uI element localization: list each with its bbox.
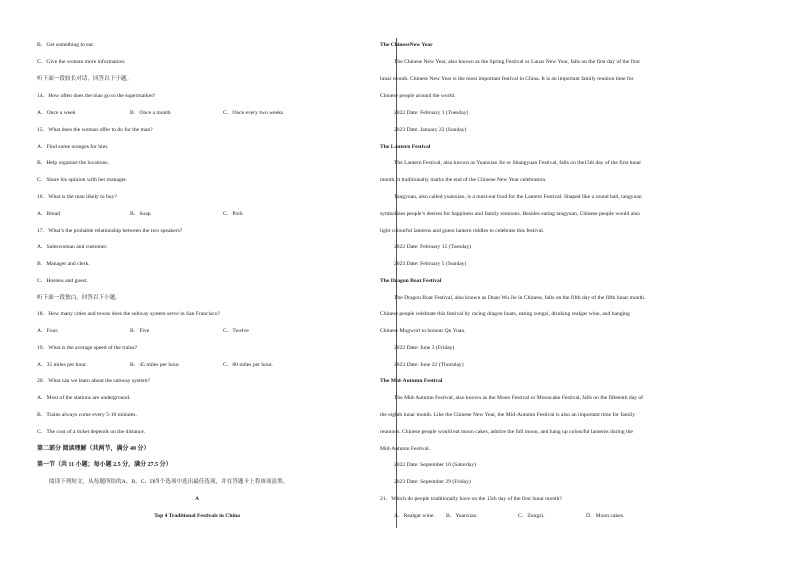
- festival-heading-dragon-boat: The Dragon Boat Festival: [380, 278, 442, 284]
- section1-heading: 第一节（共 11 小题；每小题 2.5 分，满分 27.5 分）: [37, 462, 172, 468]
- paragraph-line: reunions. Chinese people would eat moon cakes, admire the full moon, and hang up colourful lanterns during the: [380, 429, 633, 435]
- q16-option-c: C．Pork: [223, 211, 243, 217]
- q19-option-c: C．80 miles per hour.: [223, 362, 273, 368]
- q14-option-c: C．Once every two weeks: [223, 110, 284, 116]
- date-2022: 2022 Date: February 15 (Tuesday): [394, 244, 472, 250]
- q21-option-c: C．Zongzi.: [518, 513, 545, 519]
- q21-option-a: A．Realgar wine.: [394, 513, 435, 519]
- q18-option-a: A．Four.: [37, 328, 59, 334]
- q15-option-b: B．Help organize the locations.: [37, 160, 109, 166]
- paragraph-line: The Mid-Autumn Festival, also known as the Moon Festival or Mooncake Festival, falls on the fifteenth day of: [394, 395, 644, 401]
- paragraph-line: Tangyuan, also called yuanxiao, is a must-eat food for the Lantern Festival. Shaped like a round ball, tangyuan: [394, 194, 642, 200]
- date-2023: 2023 Date: January 22 (Sunday): [394, 127, 467, 133]
- q21-option-d: D．Moon cakes.: [586, 513, 625, 519]
- monologue-instruction: 听下面一段独白，回答以下小题。: [37, 295, 121, 301]
- part2-heading: 第二部分 阅读理解（共两节，满分 40 分）: [37, 446, 150, 452]
- q21-option-b: B．Yuanxiao.: [446, 513, 478, 519]
- paragraph-line: Chinese Mugwort to honour Qu Yuan.: [380, 328, 466, 334]
- paragraph-line: lunar month. Chinese New Year is the most important festival in China. It is an important family reunion time for: [380, 76, 634, 82]
- paragraph-line: light colourful lanterns and guess lantern riddles to celebrate this festival.: [380, 228, 545, 234]
- question-17: 17．What’s the probable relationship between the two speakers?: [37, 228, 183, 234]
- date-2023: 2023 Date: June 22 (Thursday): [394, 362, 464, 368]
- q18-option-c: C．Twelve: [223, 328, 249, 334]
- date-2022: 2022 Date: February 1 (Tuesday): [394, 110, 469, 116]
- listening-instruction: 听下面一段较长对话，回答以下小题。: [37, 76, 133, 82]
- q17-option-a: A．Saleswoman and customer.: [37, 244, 108, 250]
- question-16: 16．What is the man likely to buy?: [37, 194, 117, 200]
- q18-option-b: B．Five: [130, 328, 150, 334]
- paragraph-line: symbolizes people’s desires for happiness and family reunions. Besides eating tangyuan, Chinese people would also: [380, 211, 640, 217]
- question-21: 21．Which do people traditionally have on the 15th day of the first lunar month?: [380, 496, 562, 502]
- question-20: 20．What can we learn about the subway system?: [37, 378, 150, 384]
- q14-option-a: A．Once a week: [37, 110, 76, 116]
- paragraph-line: The Dragon Boat Festival, also known as Duan Wu Jie in Chinese, falls on the fifth day of the fifth lunar month.: [394, 295, 646, 301]
- q20-option-c: C．The cost of a ticket depends on the distance.: [37, 429, 146, 435]
- q19-option-a: A．35 miles per hour.: [37, 362, 88, 368]
- date-2023: 2023 Date: September 29 (Friday): [394, 479, 471, 485]
- q16-option-a: A．Bread: [37, 211, 60, 217]
- q15-option-a: A．Find some oranges for him.: [37, 144, 109, 150]
- passage-title: Top 4 Traditional Festivals in China: [154, 513, 240, 519]
- date-2022: 2022 Date: June 3 (Friday): [394, 345, 455, 351]
- reading-instruction: 阅读下列短文，从每题所给的A、B、C、D四个选项中选出最佳选项，并在答题卡上将该项涂黑。: [49, 479, 289, 485]
- festival-heading-new-year: The ChineseNew Year: [380, 42, 433, 48]
- q17-option-c: C．Hostess and guest.: [37, 278, 88, 284]
- paragraph-line: Chinese people around the world.: [380, 93, 456, 99]
- festival-heading-mid-autumn: The Mid-Autumn Festival: [380, 378, 443, 384]
- q13-option-b: B．Get something to eat.: [37, 42, 95, 48]
- paragraph-line: Chinese people celebrate this festival by racing dragon boats, eating zongzi, drinking realgar wine, and hanging: [380, 311, 630, 317]
- date-2023: 2023 Date: February 5 (Sunday): [394, 261, 467, 267]
- question-18: 18．How many cities and towns does the subway system serve in San Francisco?: [37, 311, 221, 317]
- festival-heading-lantern: The Lantern Festival: [380, 144, 431, 150]
- question-19: 19．What is the average speed of the trains?: [37, 345, 138, 351]
- passage-letter: A: [194, 496, 200, 502]
- paragraph-line: The Lantern Festival, also known as Yuanxiao Jie or Shangyuan Festival, falls on the15th day of the first lunar: [394, 160, 642, 166]
- q14-option-b: B．Once a month: [130, 110, 171, 116]
- q17-option-b: B．Manager and clerk.: [37, 261, 90, 267]
- q16-option-b: B．Soap: [130, 211, 151, 217]
- paragraph-line: the eighth lunar month. Like the Chinese New Year, the Mid-Autumn Festival is also an important time for family: [380, 412, 636, 418]
- question-15: 15．What does the woman offer to do for the man?: [37, 127, 153, 133]
- q19-option-b: B．45 miles per hour.: [130, 362, 180, 368]
- q15-option-c: C．Share his opinion with her manager.: [37, 177, 128, 183]
- q20-option-a: A．Most of the stations are underground.: [37, 395, 131, 401]
- paragraph-line: month, it traditionally marks the end of the Chinese New Year celebration.: [380, 177, 547, 183]
- paragraph-line: Mid-Autumn Festival.: [380, 446, 431, 452]
- question-14: 14．How often does the man go to the supermarket?: [37, 93, 156, 99]
- q20-option-b: B．Trains always come every 5-10 minutes.: [37, 412, 137, 418]
- q13-option-c: C．Give the woman more information.: [37, 59, 126, 65]
- paragraph-line: The Chinese New Year, also known as the Spring Festival or Lunar New Year, falls on the first day of the first: [394, 59, 640, 65]
- date-2022: 2022 Date: September 10 (Saturday): [394, 462, 477, 468]
